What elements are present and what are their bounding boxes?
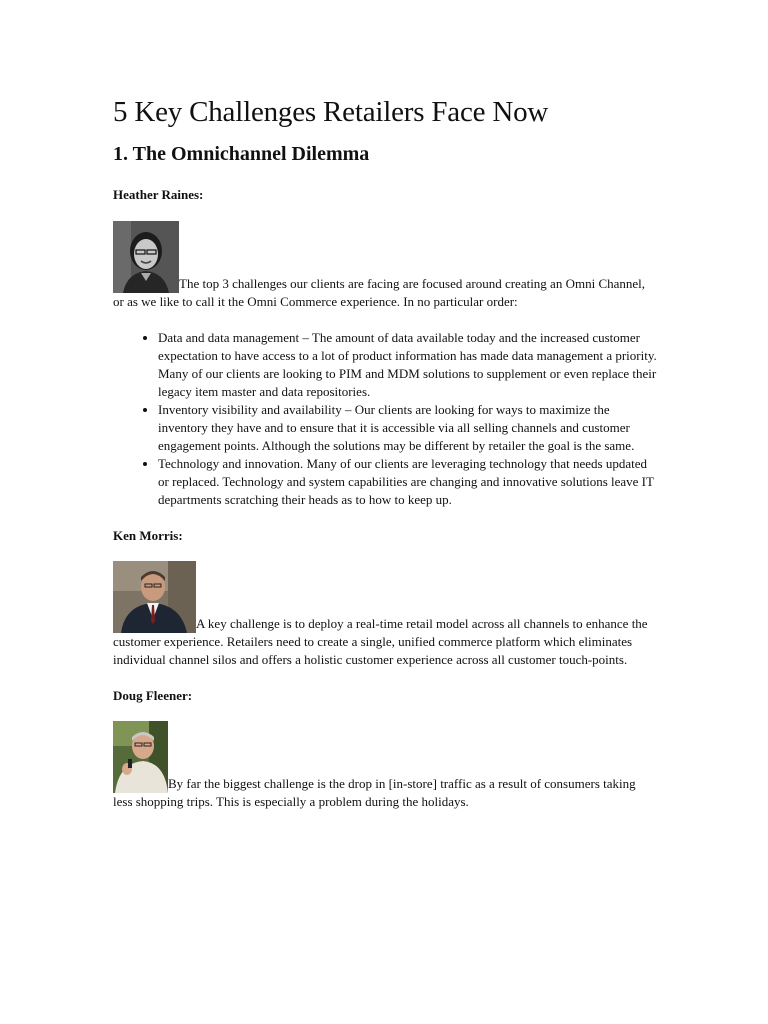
document-page bbox=[113, 92, 658, 811]
author-paragraph bbox=[113, 221, 658, 311]
list-item: • Inventory visibility and availability – Our clients are looking for ways to maximize the inventory they have and to ensure that it is accessible via all selling channels and customer engagement points. Although the solutions may be different by retailer the goal is the same. bbox=[158, 401, 658, 455]
author-name-heather-raines: Heather Raines: bbox=[113, 187, 204, 202]
author-paragraph bbox=[113, 561, 658, 669]
author-text: The top 3 challenges our clients are facing are focused around creating an Omni Channel, or as we like to call it the Omni Commerce experience. In no particular order: bbox=[113, 276, 646, 309]
portrait-photo-man-speaking bbox=[113, 721, 168, 793]
list-item: • Technology and innovation. Many of our clients are leveraging technology that needs updated or replaced. Technology and system capabilities are changing and innovative solutions leave IT departments scratching their heads as to how to keep up. bbox=[158, 455, 658, 509]
author-paragraph bbox=[113, 721, 658, 811]
portrait-photo-woman bbox=[113, 221, 179, 293]
author-name-doug-fleener: Doug Fleener: bbox=[113, 688, 193, 703]
document-title: 5 Key Challenges Retailers Face Now bbox=[113, 96, 549, 128]
section-heading: 1. The Omnichannel Dilemma bbox=[113, 143, 370, 165]
list-item: • Data and data management – The amount of data available today and the increased customer expectation to have access to a lot of product information has made data management a priority. Many of our clients are looking to PIM and MDM solutions to supplement or even replace their legacy item master and data repositories. bbox=[158, 329, 658, 401]
author-name-ken-morris: Ken Morris: bbox=[113, 528, 183, 543]
portrait-photo-man-suit bbox=[113, 561, 196, 633]
author-text: A key challenge is to deploy a real-time retail model across all channels to enhance the customer experience. Retailers need to create a single, unified commerce platform which eliminates individual channel silos and offers a holistic customer experience across all customer touch-points. bbox=[113, 616, 648, 667]
bullet-list bbox=[113, 329, 658, 509]
author-text: By far the biggest challenge is the drop in [in-store] traffic as a result of consumers taking less shopping trips. This is especially a problem during the holidays. bbox=[113, 776, 636, 809]
